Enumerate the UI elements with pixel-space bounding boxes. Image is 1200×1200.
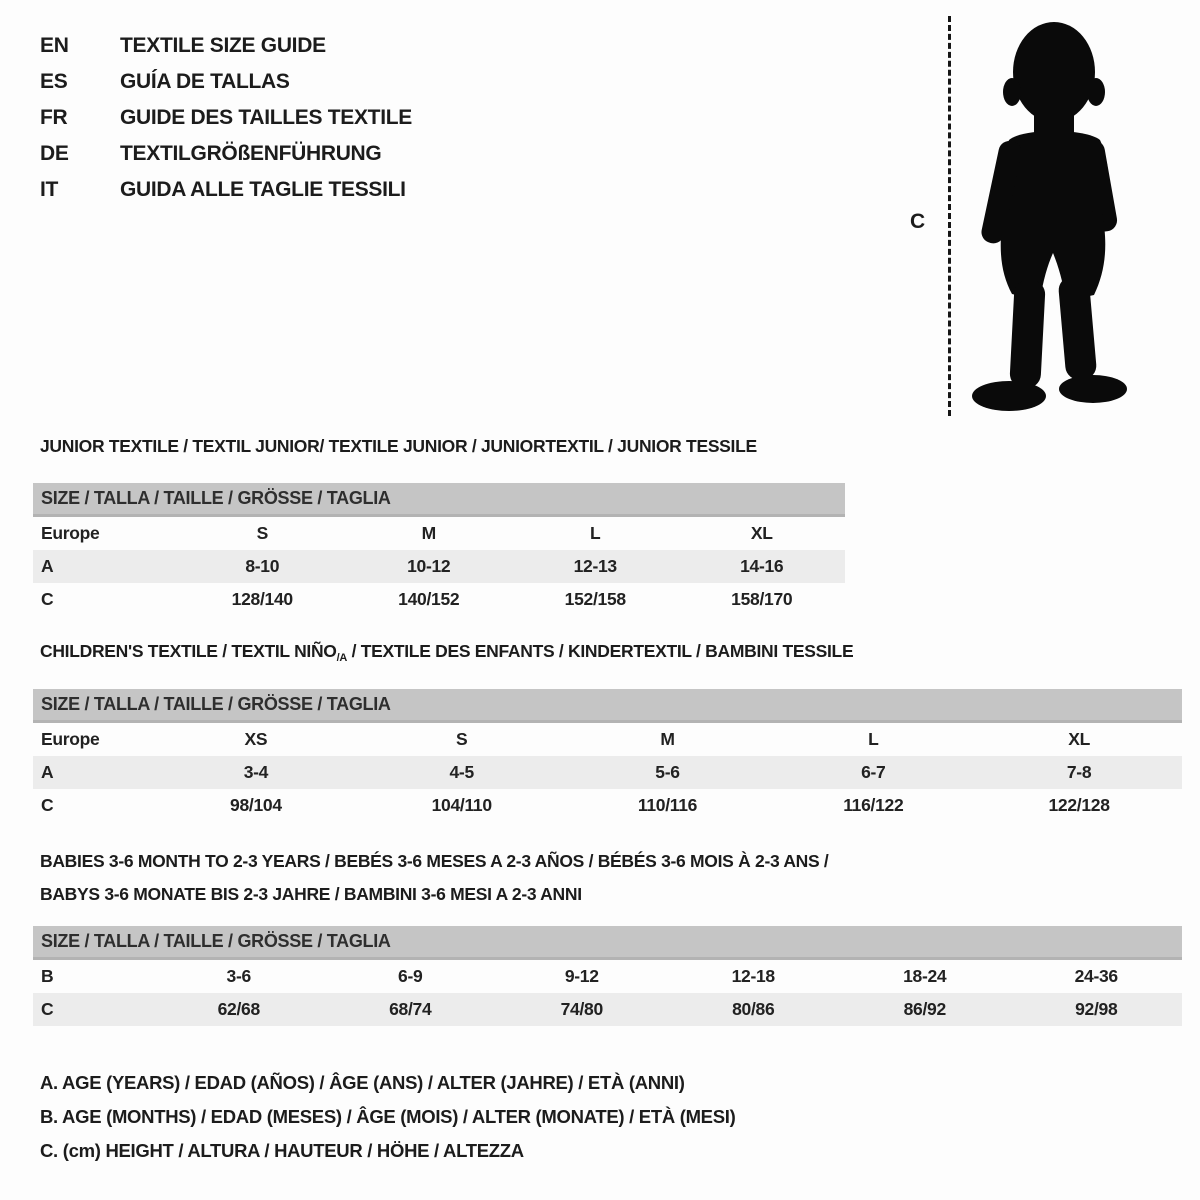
lang-row-fr	[40, 100, 412, 136]
lang-row-en	[40, 28, 412, 64]
table-cell: 7-8	[1066, 762, 1092, 782]
lang-row-es	[40, 64, 412, 100]
table-cell: 158/170	[731, 589, 793, 609]
row-label: C	[41, 999, 54, 1019]
children-title-text: CHILDREN'S TEXTILE / TEXTIL NIÑO	[40, 641, 337, 661]
lang-code: DE	[40, 142, 69, 165]
row-label: Europe	[41, 729, 100, 749]
children-section-title	[40, 641, 853, 664]
size-header-bar: SIZE / TALLA / TAILLE / GRÖSSE / TAGLIA	[33, 483, 845, 517]
table-cell: 8-10	[245, 556, 280, 576]
height-measure-dashed-line	[948, 16, 951, 416]
table-cell: 6-7	[861, 762, 886, 782]
junior-size-table	[33, 483, 845, 616]
lang-code: EN	[40, 34, 69, 57]
table-cell: 3-6	[226, 966, 251, 986]
table-row-height	[33, 789, 1182, 822]
table-cell: 68/74	[389, 999, 432, 1019]
toddler-silhouette-icon	[962, 12, 1140, 420]
table-cell: 110/116	[637, 795, 698, 815]
legend-age-years: A. AGE (YEARS) / EDAD (AÑOS) / ÂGE (ANS) / ALTER (JAHRE) / ETÀ (ANNI)	[40, 1072, 685, 1093]
table-cell: 5-6	[655, 762, 680, 782]
height-measure-label: C	[910, 210, 926, 233]
table-cell: 24-36	[1074, 966, 1118, 986]
table-cell: XL	[1068, 729, 1090, 749]
table-cell: XL	[750, 523, 773, 543]
table-cell: S	[456, 729, 468, 749]
lang-title: GUIDE DES TAILLES TEXTILE	[120, 106, 412, 129]
table-row-europe	[33, 517, 845, 550]
table-row-europe	[33, 723, 1182, 756]
children-title-text: / TEXTILE DES ENFANTS / KINDERTEXTIL / BAMBINI TESSILE	[347, 641, 854, 661]
babies-size-table	[33, 926, 1182, 1026]
lang-code: FR	[40, 106, 68, 129]
table-cell: 14-16	[740, 556, 784, 576]
row-label: A	[41, 762, 54, 782]
table-cell: 152/158	[564, 589, 626, 609]
lang-row-it	[40, 172, 412, 208]
table-cell: L	[590, 523, 601, 543]
lang-title: GUÍA DE TALLAS	[120, 70, 290, 93]
table-row-age	[33, 756, 1182, 789]
size-header-bar: SIZE / TALLA / TAILLE / GRÖSSE / TAGLIA	[33, 689, 1182, 723]
table-cell: 98/104	[230, 795, 282, 815]
table-cell: 9-12	[564, 966, 599, 986]
table-cell: 74/80	[560, 999, 603, 1019]
children-size-table	[33, 689, 1182, 822]
children-title-subscript: /A	[336, 652, 348, 664]
row-label: B	[41, 966, 54, 986]
table-cell: L	[868, 729, 879, 749]
table-cell: 18-24	[903, 966, 947, 986]
table-row-height	[33, 993, 1182, 1026]
size-header-bar: SIZE / TALLA / TAILLE / GRÖSSE / TAGLIA	[33, 926, 1182, 960]
table-row-height	[33, 583, 845, 616]
lang-row-de	[40, 136, 412, 172]
lang-code: ES	[40, 70, 68, 93]
table-cell: 10-12	[407, 556, 451, 576]
table-cell: 4-5	[449, 762, 474, 782]
table-row-age-months	[33, 960, 1182, 993]
table-cell: 104/110	[431, 795, 492, 815]
table-cell: 6-9	[398, 966, 423, 986]
table-row-age	[33, 550, 845, 583]
table-cell: 128/140	[231, 589, 293, 609]
table-cell: 62/68	[217, 999, 260, 1019]
table-cell: 80/86	[732, 999, 775, 1019]
row-label: A	[41, 556, 54, 576]
table-cell: M	[660, 729, 675, 749]
language-list	[40, 28, 412, 208]
lang-title: TEXTILE SIZE GUIDE	[120, 34, 326, 57]
babies-section-title-line1: BABIES 3-6 MONTH TO 2-3 YEARS / BEBÉS 3-6 MESES A 2-3 AÑOS / BÉBÉS 3-6 MOIS À 2-3 ANS /	[40, 851, 829, 871]
table-cell: M	[421, 523, 436, 543]
table-cell: 86/92	[903, 999, 946, 1019]
table-cell: 116/122	[843, 795, 904, 815]
table-cell: 140/152	[398, 589, 460, 609]
table-cell: XS	[244, 729, 268, 749]
row-label: C	[41, 589, 54, 609]
lang-code: IT	[40, 178, 59, 201]
legend-age-months: B. AGE (MONTHS) / EDAD (MESES) / ÂGE (MOIS) / ALTER (MONATE) / ETÀ (MESI)	[40, 1106, 736, 1127]
measurement-legend	[40, 1066, 735, 1168]
table-cell: 12-13	[573, 556, 617, 576]
legend-height-cm: C. (cm) HEIGHT / ALTURA / HAUTEUR / HÖHE / ALTEZZA	[40, 1140, 524, 1161]
junior-section-title: JUNIOR TEXTILE / TEXTIL JUNIOR/ TEXTILE JUNIOR / JUNIORTEXTIL / JUNIOR TESSILE	[40, 436, 757, 456]
row-label: Europe	[41, 523, 100, 543]
table-cell: 3-4	[243, 762, 269, 782]
table-cell: S	[256, 523, 268, 543]
lang-title: GUIDA ALLE TAGLIE TESSILI	[120, 178, 406, 201]
table-cell: 122/128	[1048, 795, 1110, 815]
babies-section-title-line2: BABYS 3-6 MONATE BIS 2-3 JAHRE / BAMBINI 3-6 MESI A 2-3 ANNI	[40, 884, 582, 904]
table-cell: 92/98	[1075, 999, 1118, 1019]
row-label: C	[41, 795, 54, 815]
table-cell: 12-18	[731, 966, 775, 986]
lang-title: TEXTILGRÖßENFÜHRUNG	[120, 142, 382, 165]
